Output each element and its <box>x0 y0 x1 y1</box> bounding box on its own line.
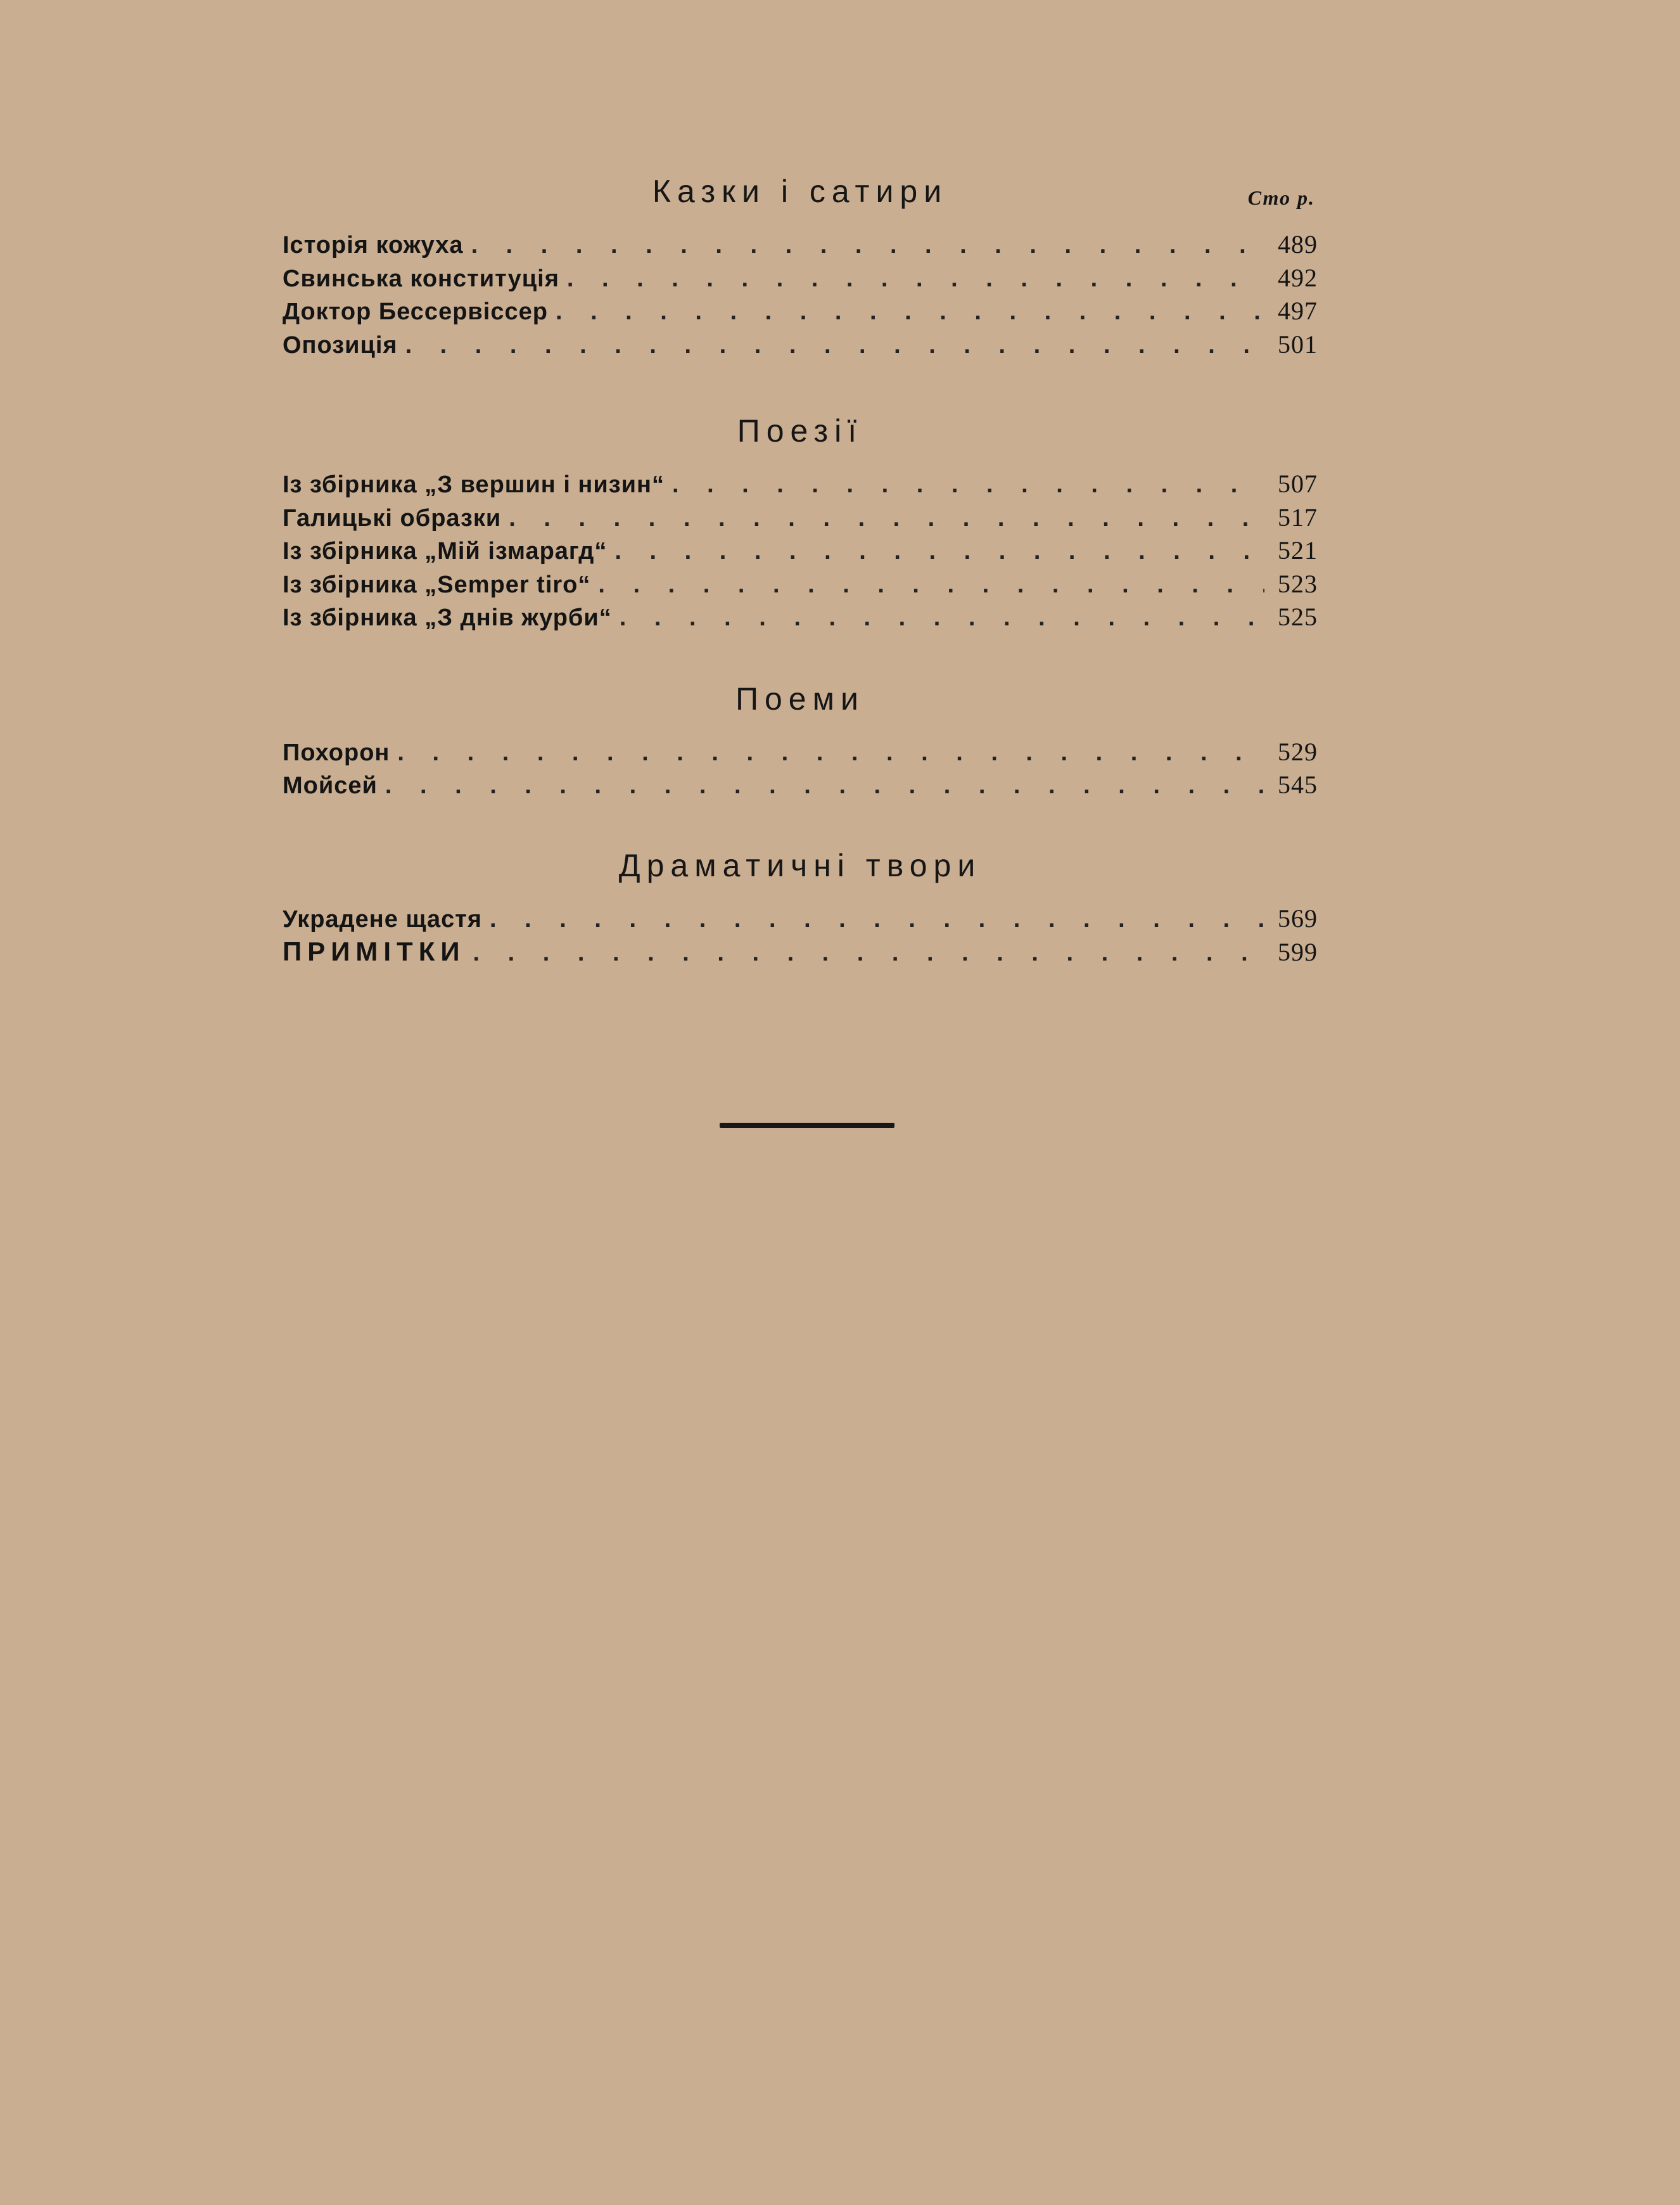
entry-title: Галицькі образки <box>283 504 502 532</box>
toc-entry-notes[interactable] <box>283 936 1318 970</box>
section-title: Драматичні твори <box>618 847 982 883</box>
dot-leader <box>397 739 1264 767</box>
toc-entry[interactable] <box>283 569 1318 603</box>
toc-entry[interactable] <box>283 469 1318 502</box>
dot-leader <box>614 538 1264 565</box>
entry-title: Історія кожуха <box>283 232 464 259</box>
dot-leader <box>385 772 1264 800</box>
dot-leader <box>471 232 1264 259</box>
toc-entry[interactable] <box>283 296 1318 329</box>
dot-leader <box>620 604 1264 632</box>
entry-page-number: 492 <box>1278 263 1318 292</box>
section-poetry <box>283 406 1318 636</box>
entry-page-number: 521 <box>1278 536 1318 565</box>
toc-entry[interactable] <box>283 770 1318 803</box>
entry-title: Похорон <box>283 739 390 766</box>
toc-entry[interactable] <box>283 535 1318 569</box>
dot-leader <box>509 505 1264 532</box>
entry-title: Доктор Бессервіссер <box>283 298 548 325</box>
entry-title: Украдене щастя <box>283 905 483 933</box>
entry-page-number: 599 <box>1278 938 1318 966</box>
toc-entry[interactable] <box>283 263 1318 297</box>
entry-title: Із збірника „Мій ізмарагд“ <box>283 538 608 565</box>
section-poems <box>283 674 1318 803</box>
entry-page-number: 529 <box>1278 737 1318 766</box>
dot-leader <box>672 471 1264 499</box>
toc-entry[interactable] <box>283 602 1318 636</box>
entry-title: Мойсей <box>283 772 378 799</box>
dot-leader <box>567 265 1264 293</box>
section-dramatic-works <box>283 840 1318 970</box>
dot-leader <box>556 298 1264 326</box>
entry-title: Із збірника „З вершин і низин“ <box>283 471 665 498</box>
entry-page-number: 523 <box>1278 569 1318 598</box>
toc-entry[interactable] <box>283 502 1318 536</box>
toc-entry[interactable] <box>283 329 1318 363</box>
entry-page-number: 501 <box>1278 329 1318 359</box>
toc-entry[interactable] <box>283 904 1318 937</box>
entry-page-number: 507 <box>1278 470 1318 498</box>
entry-title: Із збірника „З днів журби“ <box>283 604 612 631</box>
entry-page-number: 545 <box>1278 770 1318 799</box>
entry-title: Із збірника „Semper tiro“ <box>283 571 591 598</box>
dot-leader <box>405 332 1264 359</box>
toc-entry[interactable] <box>283 229 1318 263</box>
entry-title: ПРИМІТКИ <box>283 936 466 966</box>
toc-entry[interactable] <box>283 737 1318 770</box>
entry-page-number: 525 <box>1278 603 1318 631</box>
table-of-contents <box>283 166 1318 970</box>
dot-leader <box>473 940 1264 967</box>
page-column-label: Сто р. <box>1247 186 1315 209</box>
end-rule-divider <box>720 1123 894 1128</box>
entry-title: Опозиція <box>283 331 398 359</box>
entry-title: Свинська конституція <box>283 265 559 292</box>
entry-page-number: 489 <box>1278 230 1318 259</box>
section-title: Поеми <box>735 681 865 717</box>
dot-leader <box>598 572 1264 599</box>
entry-page-number: 569 <box>1278 904 1318 933</box>
entry-page-number: 517 <box>1278 502 1318 532</box>
section-fairy-tales-satires <box>283 166 1318 362</box>
dot-leader <box>490 906 1264 933</box>
entry-page-number: 497 <box>1278 297 1318 325</box>
section-title: Поезії <box>737 413 863 449</box>
section-title: Казки і сатири <box>652 174 948 209</box>
